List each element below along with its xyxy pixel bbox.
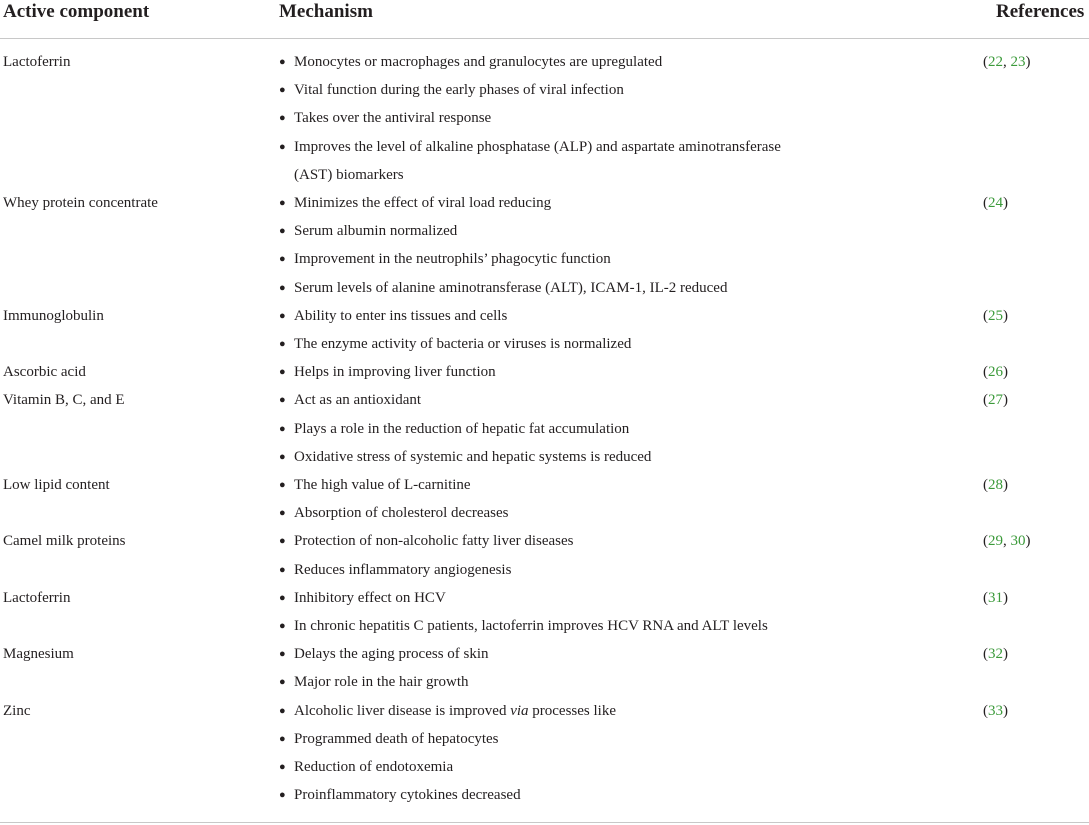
mechanism-item [279, 443, 819, 471]
mechanism-text: Oxidative stress of systemic and hepatic systems is reduced [294, 448, 652, 465]
mechanism-item [279, 415, 819, 443]
mechanism-text: Act as an antioxidant [294, 392, 422, 409]
reference-link[interactable]: 33 [988, 702, 1003, 719]
table-row [0, 189, 1089, 302]
bullet-icon: ● [279, 620, 286, 633]
bullet-icon: ● [279, 225, 286, 238]
bullet-icon: ● [279, 789, 286, 802]
reference-link[interactable]: 31 [988, 589, 1003, 606]
mechanism-item [279, 753, 819, 781]
mechanism-item [279, 668, 819, 696]
reference-link[interactable]: 26 [988, 364, 1003, 381]
mechanism-text: Major role in the hair growth [294, 674, 469, 691]
active-component-cell: Camel milk proteins [3, 533, 126, 550]
mechanism-text: Absorption of cholesterol decreases [294, 505, 509, 522]
mechanism-item [279, 48, 819, 76]
mechanism-text: Reduces inflammatory angiogenesis [294, 561, 512, 578]
mechanism-item [279, 781, 819, 809]
table-body [0, 48, 1089, 809]
bullet-icon: ● [279, 648, 286, 661]
bullet-icon: ● [279, 309, 286, 322]
mechanism-item [279, 556, 819, 584]
bullet-icon: ● [279, 281, 286, 294]
bullet-icon: ● [279, 507, 286, 520]
reference-link[interactable]: 30 [1010, 533, 1026, 550]
mechanism-list [279, 584, 819, 640]
table-row [0, 584, 1089, 640]
bullet-icon: ● [279, 394, 286, 407]
mechanism-item [279, 189, 819, 217]
table-row [0, 697, 1089, 810]
bullet-icon: ● [279, 197, 286, 210]
mechanism-item [279, 527, 819, 555]
active-component-cell: Magnesium [3, 646, 74, 663]
mechanism-list [279, 527, 819, 583]
mechanism-item [279, 584, 819, 612]
mechanism-item [279, 612, 819, 640]
mechanism-text: Vital function during the early phases of viral infection [294, 82, 624, 99]
bullet-icon: ● [279, 535, 286, 548]
references-cell: (31) [983, 589, 1008, 606]
reference-link[interactable]: 22 [988, 54, 1003, 70]
mechanism-text: Ability to enter ins tissues and cells [294, 307, 508, 324]
mechanism-item [279, 499, 819, 527]
table-row [0, 527, 1089, 583]
bullet-icon: ● [279, 761, 286, 774]
mechanism-list [279, 358, 819, 386]
header-mechanism: Mechanism [279, 1, 373, 22]
mechanism-text: Helps in improving liver function [294, 364, 496, 381]
bullet-icon: ● [279, 253, 286, 266]
active-component-cell: Vitamin B, C, and E [3, 392, 125, 409]
active-component-cell: Low lipid content [3, 477, 110, 494]
mechanism-list [279, 189, 819, 302]
bullet-icon: ● [279, 732, 286, 745]
mechanism-text: Programmed death of hepatocytes [294, 730, 499, 747]
mechanism-text: Monocytes or macrophages and granulocytes are upregulated [294, 54, 663, 70]
references-cell: (27) [983, 392, 1008, 409]
header-active-component: Active component [3, 1, 150, 22]
mechanism-text: Serum levels of alanine aminotransferase (ALT), ICAM-1, IL-2 reduced [294, 279, 728, 296]
references-cell: (32) [983, 646, 1008, 663]
mechanism-list [279, 697, 819, 810]
mechanism-text: The high value of L-carnitine [294, 477, 471, 494]
reference-link[interactable]: 28 [988, 477, 1003, 494]
active-component-cell: Lactoferrin [3, 54, 71, 70]
reference-link[interactable]: 25 [988, 307, 1003, 324]
active-component-cell: Immunoglobulin [3, 307, 104, 324]
mechanism-list [279, 48, 819, 189]
reference-link[interactable]: 23 [1010, 54, 1026, 70]
mechanism-text: Proinflammatory cytokines decreased [294, 787, 521, 804]
mechanism-list [279, 640, 819, 696]
mechanism-item [279, 104, 819, 132]
references-cell: (28) [983, 477, 1008, 494]
bullet-icon: ● [279, 84, 286, 97]
mechanism-item [279, 217, 819, 245]
mechanism-text: Reduction of endotoxemia [294, 759, 454, 776]
mechanism-text: In chronic hepatitis C patients, lactoferrin improves HCV RNA and ALT levels [294, 618, 768, 635]
bullet-icon: ● [279, 338, 286, 351]
bullet-icon: ● [279, 422, 286, 435]
mechanism-text: Delays the aging process of skin [294, 646, 489, 663]
bullet-icon: ● [279, 366, 286, 379]
mechanism-text: Serum albumin normalized [294, 223, 458, 240]
references-cell: (24) [983, 195, 1008, 212]
table-row [0, 640, 1089, 696]
bullet-icon: ● [279, 479, 286, 492]
references-cell: (25) [983, 307, 1008, 324]
table-bottom-rule [0, 822, 1089, 823]
mechanism-text: Plays a role in the reduction of hepatic fat accumulation [294, 420, 630, 437]
table-row [0, 386, 1089, 471]
header-references: References [996, 1, 1085, 22]
mechanism-item [279, 330, 819, 358]
table-row [0, 358, 1089, 386]
references-cell: (26) [983, 364, 1008, 381]
mechanism-text: Takes over the antiviral response [294, 110, 492, 127]
table-row [0, 302, 1089, 358]
mechanism-list [279, 302, 819, 358]
mechanism-text: Protection of non-alcoholic fatty liver diseases [294, 533, 574, 550]
mechanism-item [279, 386, 819, 414]
mechanism-item [279, 725, 819, 753]
bullet-icon: ● [279, 563, 286, 576]
mechanism-text: The enzyme activity of bacteria or viruses is normalized [294, 336, 632, 353]
mechanism-text: Improvement in the neutrophils’ phagocytic function [294, 251, 611, 268]
references-cell: (33) [983, 702, 1008, 719]
mechanism-item [279, 245, 819, 273]
mechanism-list [279, 386, 819, 471]
active-component-cell: Ascorbic acid [3, 364, 86, 381]
mechanism-text: Alcoholic liver disease is improved via processes like [294, 702, 617, 719]
mechanism-item [279, 76, 819, 104]
bullet-icon: ● [279, 450, 286, 463]
reference-link[interactable]: 29 [988, 533, 1003, 550]
table-header [0, 0, 1089, 39]
bullet-icon: ● [279, 591, 286, 604]
active-component-cell: Zinc [3, 702, 31, 719]
mechanism-text: Improves the level of alkaline phosphatase (ALP) and aspartate aminotransferase (AST) biomarkers [294, 138, 781, 183]
references-cell: (29, 30) [983, 533, 1031, 550]
table-row [0, 48, 1089, 189]
mechanism-item [279, 302, 819, 330]
mechanism-text: Inhibitory effect on HCV [294, 589, 446, 606]
active-component-cell: Whey protein concentrate [3, 195, 158, 212]
references-cell: (22, 23) [983, 54, 1031, 70]
reference-link[interactable]: 32 [988, 646, 1003, 663]
mechanism-item [279, 358, 819, 386]
mechanism-item [279, 133, 819, 189]
mechanism-item [279, 640, 819, 668]
table-row [0, 471, 1089, 527]
bullet-icon: ● [279, 676, 286, 689]
mechanism-item [279, 471, 819, 499]
mechanism-text: Minimizes the effect of viral load reducing [294, 195, 552, 212]
reference-link[interactable]: 24 [988, 195, 1003, 212]
bullet-icon: ● [279, 140, 286, 153]
reference-link[interactable]: 27 [988, 392, 1003, 409]
active-component-cell: Lactoferrin [3, 589, 71, 606]
bullet-icon: ● [279, 704, 286, 717]
mechanism-list [279, 471, 819, 527]
bullet-icon: ● [279, 56, 286, 68]
mechanism-item [279, 697, 819, 725]
bullet-icon: ● [279, 112, 286, 125]
mechanism-item [279, 274, 819, 302]
